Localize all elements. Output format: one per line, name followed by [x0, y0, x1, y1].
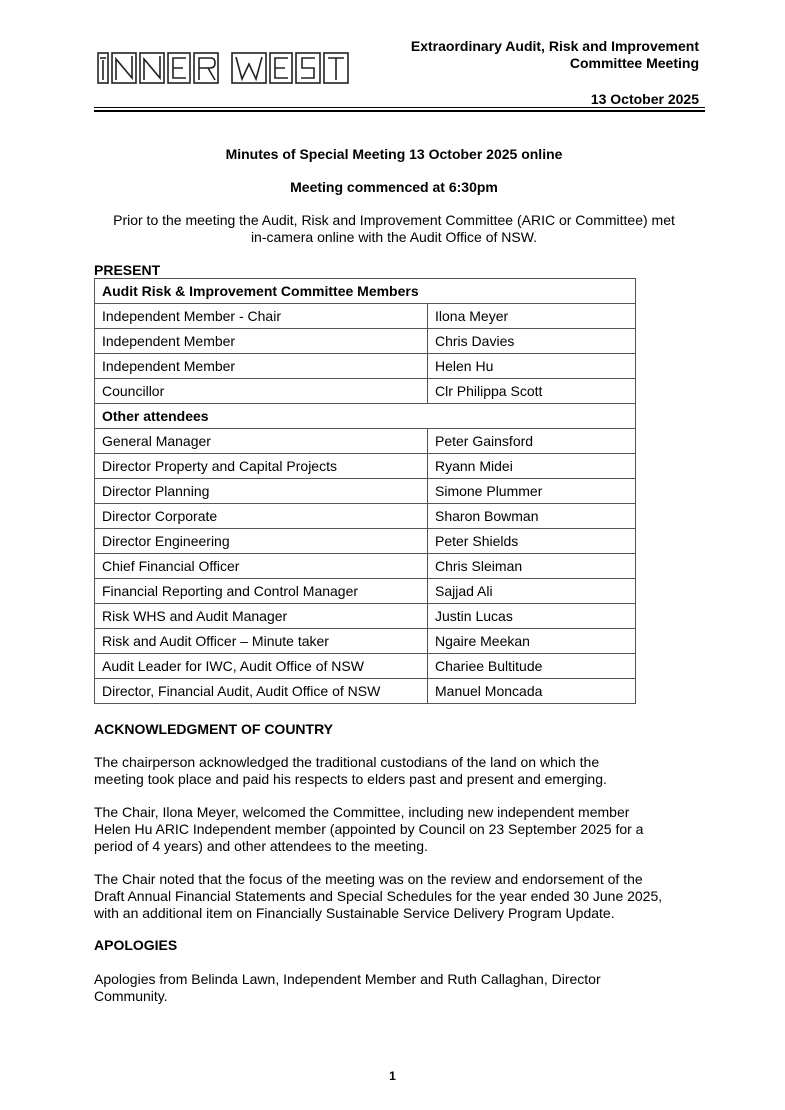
table-row	[95, 604, 636, 629]
paragraph-line: meeting took place and paid his respects to elders past and present and emerging.	[94, 771, 607, 787]
attendee-name: Helen Hu	[428, 354, 636, 379]
attendee-name: Sajjad Ali	[428, 579, 636, 604]
meeting-title-line1: Extraordinary Audit, Risk and Improvement	[410, 38, 699, 54]
prior-line-2: in-camera online with the Audit Office of NSW.	[250, 229, 538, 245]
table-row	[95, 429, 636, 454]
paragraph-line: Apologies from Belinda Lawn, Independent Member and Ruth Callaghan, Director	[94, 971, 601, 987]
focus-paragraph	[94, 871, 704, 922]
attendee-name: Chariee Bultitude	[428, 654, 636, 679]
table-row	[95, 504, 636, 529]
attendee-role: Councillor	[95, 379, 428, 404]
prior-meeting-note	[94, 212, 694, 246]
attendee-role: Independent Member - Chair	[95, 304, 428, 329]
paragraph-line: with an additional item on Financially Sustainable Service Delivery Program Update.	[94, 905, 615, 921]
header-divider-thick	[94, 110, 705, 112]
table-row	[95, 579, 636, 604]
attendee-name: Peter Shields	[428, 529, 636, 554]
table-row	[95, 304, 636, 329]
attendee-role: Director, Financial Audit, Audit Office of NSW	[95, 679, 428, 704]
attendee-name: Ryann Midei	[428, 454, 636, 479]
attendee-role: Risk WHS and Audit Manager	[95, 604, 428, 629]
paragraph-line: Community.	[94, 988, 168, 1004]
header-divider-thin	[94, 107, 705, 108]
group-title: Audit Risk & Improvement Committee Members	[95, 279, 636, 304]
apologies-heading: APOLOGIES	[94, 937, 178, 953]
attendee-name: Manuel Moncada	[428, 679, 636, 704]
attendee-role: Risk and Audit Officer – Minute taker	[95, 629, 428, 654]
inner-west-logo	[96, 50, 351, 86]
attendee-name: Peter Gainsford	[428, 429, 636, 454]
table-row	[95, 654, 636, 679]
paragraph-line: Helen Hu ARIC Independent member (appointed by Council on 23 September 2025 for a	[94, 821, 644, 837]
attendee-name: Justin Lucas	[428, 604, 636, 629]
paragraph-line: The Chair noted that the focus of the meeting was on the review and endorsement of the	[94, 871, 643, 887]
paragraph-line: The Chair, Ilona Meyer, welcomed the Committee, including new independent member	[94, 804, 630, 820]
prior-line-1: Prior to the meeting the Audit, Risk and Improvement Committee (ARIC or Committee) met	[113, 212, 675, 228]
apologies-paragraph	[94, 971, 704, 1005]
attendee-name: Chris Davies	[428, 329, 636, 354]
meeting-commenced: Meeting commenced at 6:30pm	[290, 179, 498, 195]
table-row	[95, 329, 636, 354]
attendee-name: Simone Plummer	[428, 479, 636, 504]
table-row	[95, 629, 636, 654]
attendee-role: Director Planning	[95, 479, 428, 504]
attendee-name: Ngaire Meekan	[428, 629, 636, 654]
table-row	[95, 529, 636, 554]
attendee-name: Ilona Meyer	[428, 304, 636, 329]
attendee-role: Director Engineering	[95, 529, 428, 554]
attendee-name: Chris Sleiman	[428, 554, 636, 579]
table-row	[95, 554, 636, 579]
acknowledgment-heading: ACKNOWLEDGMENT OF COUNTRY	[94, 721, 334, 737]
attendee-role: Director Property and Capital Projects	[95, 454, 428, 479]
attendee-role: General Manager	[95, 429, 428, 454]
group-header-row	[95, 279, 636, 304]
attendance-table	[94, 278, 636, 704]
meeting-title-line2: Committee Meeting	[569, 55, 699, 71]
table-row	[95, 679, 636, 704]
attendee-role: Director Corporate	[95, 504, 428, 529]
minutes-title: Minutes of Special Meeting 13 October 2025 online	[225, 146, 563, 162]
table-row	[95, 479, 636, 504]
attendee-role: Independent Member	[95, 329, 428, 354]
paragraph-line: period of 4 years) and other attendees to the meeting.	[94, 838, 428, 854]
attendee-role: Independent Member	[95, 354, 428, 379]
meeting-title	[411, 38, 699, 72]
meeting-date: 13 October 2025	[590, 91, 699, 107]
paragraph-line: Draft Annual Financial Statements and Special Schedules for the year ended 30 June 2025,	[94, 888, 663, 904]
paragraph-line: The chairperson acknowledged the traditional custodians of the land on which the	[94, 754, 600, 770]
table-row	[95, 454, 636, 479]
attendee-role: Financial Reporting and Control Manager	[95, 579, 428, 604]
attendee-name: Sharon Bowman	[428, 504, 636, 529]
page-number: 1	[389, 1069, 396, 1083]
group-header-row	[95, 404, 636, 429]
acknowledgment-paragraph	[94, 754, 704, 788]
attendee-name: Clr Philippa Scott	[428, 379, 636, 404]
table-row	[95, 379, 636, 404]
attendee-role: Audit Leader for IWC, Audit Office of NSW	[95, 654, 428, 679]
attendee-role: Chief Financial Officer	[95, 554, 428, 579]
group-title: Other attendees	[95, 404, 636, 429]
present-heading: PRESENT	[94, 262, 161, 278]
welcome-paragraph	[94, 804, 704, 855]
table-row	[95, 354, 636, 379]
